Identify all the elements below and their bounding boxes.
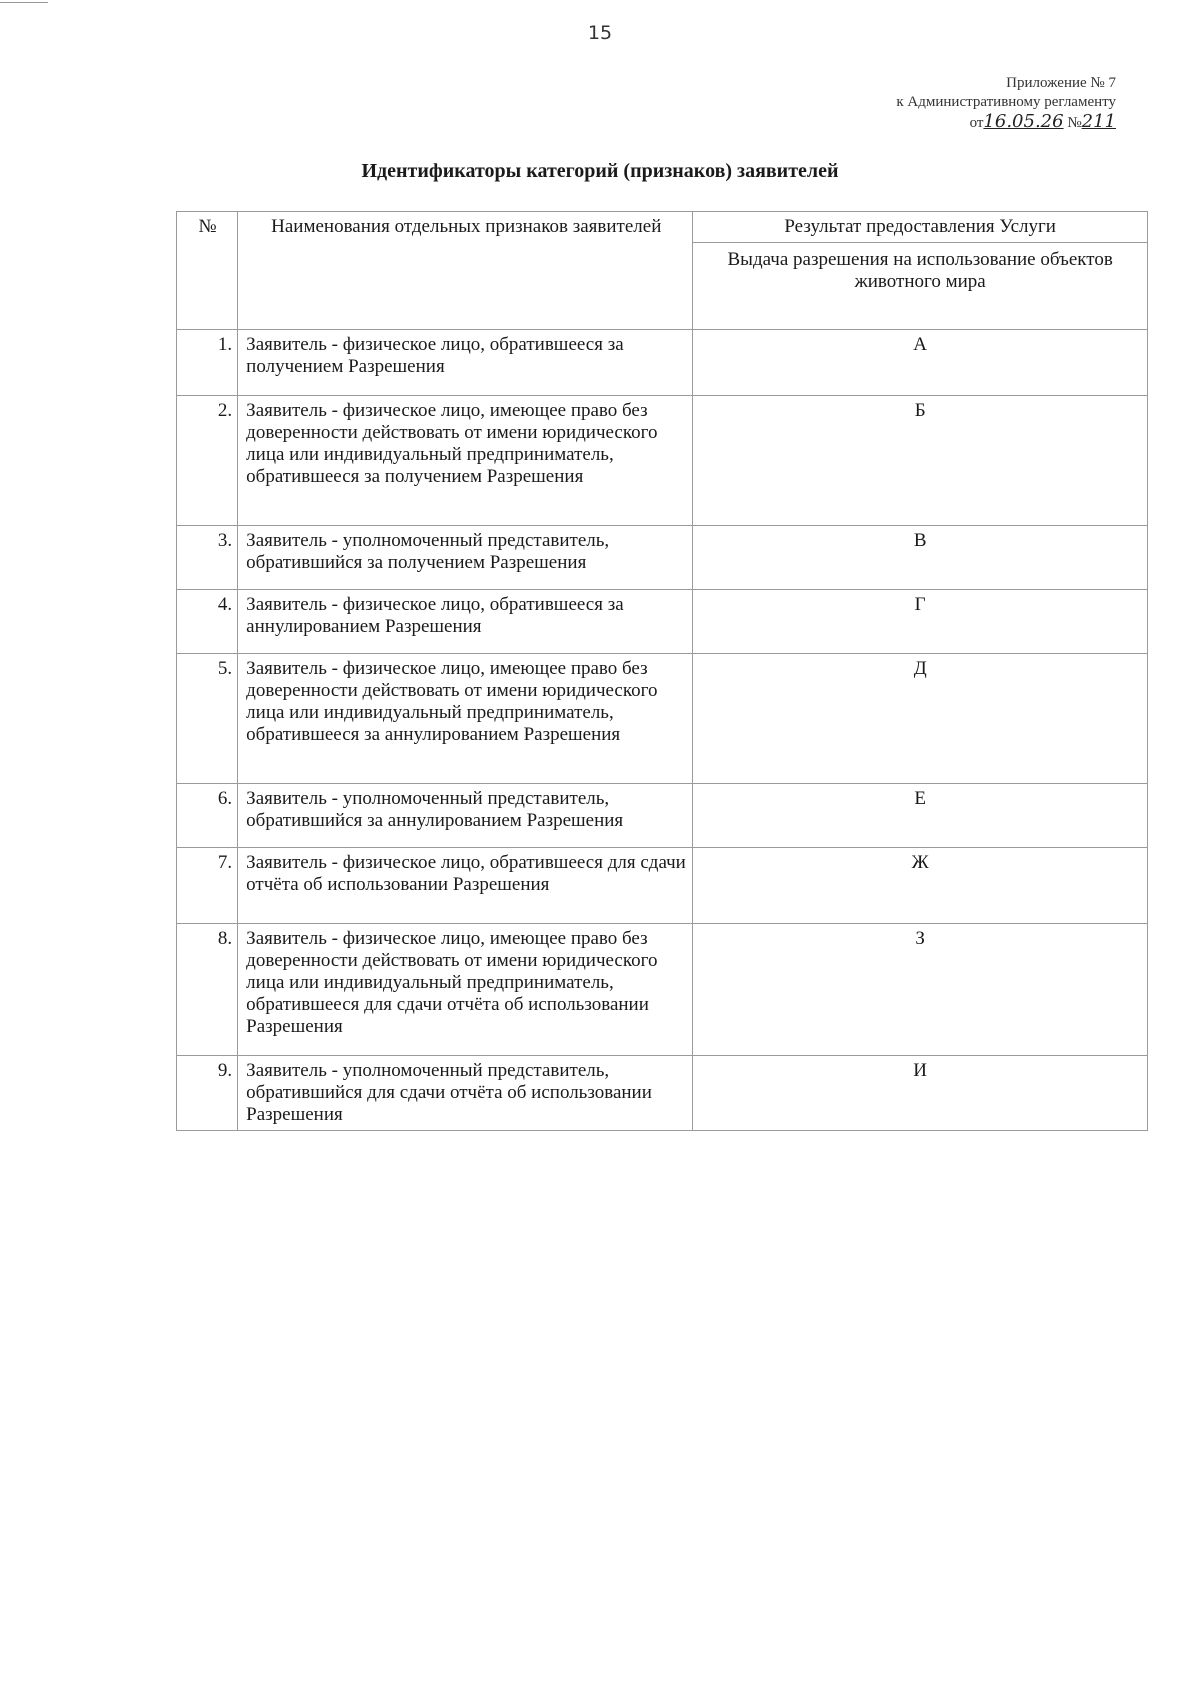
row-result-code: Г (693, 590, 1148, 654)
row-number: 3. (177, 526, 238, 590)
appendix-line-3 (896, 112, 1116, 133)
row-result-code: В (693, 526, 1148, 590)
row-number: 8. (177, 924, 238, 1056)
row-number: 4. (177, 590, 238, 654)
row-result-code: И (693, 1056, 1148, 1131)
appendix-block (896, 74, 1116, 133)
row-result-code: Е (693, 784, 1148, 848)
appendix-line-1: Приложение № 7 (1006, 75, 1116, 91)
row-applicant-category: Заявитель - физическое лицо, имеющее право без доверенности действовать от имени юридического лица или индивидуальный предприниматель, обратившееся за аннулированием Разрешения (238, 654, 693, 784)
table-row (177, 396, 1148, 526)
header-result-sub: Выдача разрешения на использование объектов животного мира (693, 243, 1148, 330)
document-title: Идентификаторы категорий (признаков) заявителей (361, 160, 839, 182)
row-number: 5. (177, 654, 238, 784)
table-row (177, 848, 1148, 924)
row-result-code: Д (693, 654, 1148, 784)
appendix-date-prefix: от (969, 115, 984, 131)
table-row (177, 924, 1148, 1056)
table-body (177, 330, 1148, 1131)
table-row (177, 330, 1148, 396)
row-number: 6. (177, 784, 238, 848)
header-name: Наименования отдельных признаков заявителей (238, 212, 693, 330)
table-row (177, 590, 1148, 654)
table-row (177, 526, 1148, 590)
table-row (177, 654, 1148, 784)
row-number: 7. (177, 848, 238, 924)
header-result-group: Результат предоставления Услуги (693, 212, 1148, 243)
row-result-code: З (693, 924, 1148, 1056)
scan-edge-mark (0, 2, 48, 3)
row-result-code: Ж (693, 848, 1148, 924)
row-applicant-category: Заявитель - уполномоченный представитель, обратившийся для сдачи отчёта об использовании Разрешения (238, 1056, 693, 1131)
header-row (177, 212, 1148, 243)
table-row (177, 1056, 1148, 1131)
table-header (177, 212, 1148, 330)
row-applicant-category: Заявитель - уполномоченный представитель, обратившийся за получением Разрешения (238, 526, 693, 590)
row-result-code: А (693, 330, 1148, 396)
row-number: 2. (177, 396, 238, 526)
row-applicant-category: Заявитель - физическое лицо, имеющее право без доверенности действовать от имени юридического лица или индивидуальный предприниматель, обратившееся для сдачи отчёта об использовании Разрешения (238, 924, 693, 1056)
row-applicant-category: Заявитель - физическое лицо, имеющее право без доверенности действовать от имени юридического лица или индивидуальный предприниматель, обратившееся за получением Разрешения (238, 396, 693, 526)
row-result-code: Б (693, 396, 1148, 526)
appendix-line-2: к Административному регламенту (896, 94, 1116, 110)
header-number: № (177, 212, 238, 330)
appendix-number: 211 (1081, 111, 1116, 132)
table-row (177, 784, 1148, 848)
row-number: 9. (177, 1056, 238, 1131)
row-applicant-category: Заявитель - физическое лицо, обратившееся за получением Разрешения (238, 330, 693, 396)
row-applicant-category: Заявитель - уполномоченный представитель, обратившийся за аннулированием Разрешения (238, 784, 693, 848)
applicant-categories-table (176, 211, 1148, 1131)
row-number: 1. (177, 330, 238, 396)
page-number: 15 (587, 22, 613, 44)
row-applicant-category: Заявитель - физическое лицо, обратившееся для сдачи отчёта об использовании Разрешения (238, 848, 693, 924)
appendix-date: 16.05.26 (983, 111, 1064, 132)
row-applicant-category: Заявитель - физическое лицо, обратившееся за аннулированием Разрешения (238, 590, 693, 654)
appendix-number-label: № (1067, 115, 1082, 131)
